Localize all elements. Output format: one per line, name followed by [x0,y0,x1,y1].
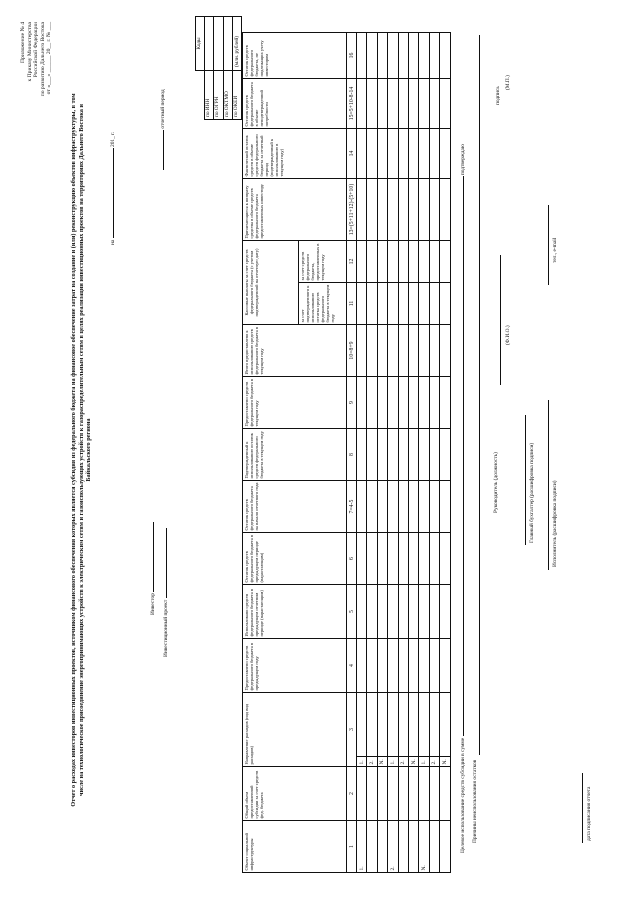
table-row [440,32,450,872]
table-cell[interactable] [429,282,439,324]
table-cell[interactable] [398,78,408,128]
table-cell[interactable] [419,532,429,584]
table-cell[interactable] [377,638,387,692]
annex-line: Приложение № 4 [20,22,26,63]
col-header: Итого предоставлено к использованию средств федерального бюджета в текущем году [243,324,347,376]
table-cell[interactable]: N. [419,821,429,873]
column-numbers-row [347,32,357,872]
table-cell[interactable] [367,78,377,128]
table-cell[interactable] [429,178,439,240]
table-row [357,32,367,872]
reasons-label: Причины неиспользования остатков [472,759,478,843]
table-cell[interactable] [357,324,367,376]
table-cell[interactable] [357,32,367,78]
period-label: отчетный период [160,89,166,129]
col-header: Причитающиеся к возврату средства в объеме средств федерального бюджета предоставленных инвестору [243,178,347,240]
col-header: Остаток средств федерального бюджета на начало отчетного года [243,480,347,532]
purpose-label: Целевое использование средств субсидии в сумме [460,737,466,853]
table-cell[interactable] [419,178,429,240]
code-value[interactable] [223,17,232,71]
report-title [70,35,93,865]
col-header: Объект социальной инфраструктуры [243,821,347,873]
table-row [398,32,408,872]
table-cell[interactable] [429,767,439,821]
table-cell[interactable] [377,78,387,128]
table-cell[interactable] [357,376,367,428]
table-cell[interactable] [429,532,439,584]
table-cell[interactable] [419,128,429,178]
table-cell[interactable] [377,32,387,78]
col-subheader: за счет средств федерального бюджета, предоставленных в текущем году [299,240,347,282]
period-row [160,89,166,170]
code-label: по ОКТМО [223,71,232,120]
table-cell[interactable] [408,532,418,584]
column-number: 9 [347,376,357,428]
title-line-2: числе на технологическое присоединение энергопринимающих устройств к электрическим сетям и газоиспользующих устройств к газораспределительным сетям в целях реализации инвестиционных проектов на территориях Дальнего Востока и [77,103,85,797]
table-cell[interactable] [377,480,387,532]
accountant-signature-line[interactable] [525,415,526,545]
codes-table [195,16,242,120]
title-line-1: Отчет о расходах инвесторов инвестиционных проектов, источником финансового обеспечения которых является субсидия из федерального бюджета на финансовое обеспечение затрат на создание и (или) реконструкцию объектов инфраструктуры, в том [70,93,77,807]
column-number: 15=5+10-8-14 [347,78,357,128]
table-cell[interactable] [388,428,398,480]
table-cell[interactable] [398,480,408,532]
accountant-label: Главный бухгалтер (расшифровка подписи) [529,442,535,543]
table-cell[interactable] [440,584,450,638]
table-cell[interactable] [398,767,408,821]
table-cell[interactable] [377,376,387,428]
column-number: 3 [347,692,357,766]
table-cell[interactable] [419,692,429,756]
table-cell[interactable] [408,821,418,873]
executor-label: Исполнитель (расшифровка подписи) [552,480,558,567]
column-number: 14 [347,128,357,178]
table-cell[interactable] [367,324,377,376]
table-cell[interactable] [357,282,367,324]
table-cell[interactable] [357,767,367,821]
table-cell[interactable] [357,480,367,532]
code-label: по ОГРН [214,71,223,120]
executor-signature-line[interactable] [548,400,549,570]
table-row [408,32,418,872]
table-cell[interactable] [398,692,408,756]
table-cell[interactable] [388,282,398,324]
table-cell[interactable] [440,376,450,428]
table-cell[interactable] [398,821,408,873]
investor-row [150,522,156,615]
table-cell[interactable] [440,767,450,821]
head-signature-line[interactable] [500,255,501,385]
table-cell[interactable]: 1. [357,821,367,873]
table-cell[interactable] [429,638,439,692]
table-cell[interactable] [419,638,429,692]
table-cell[interactable] [408,324,418,376]
report-date [110,45,116,245]
table-cell[interactable] [388,638,398,692]
title-line-3: Байкальского региона [85,418,93,482]
table-cell[interactable] [419,767,429,821]
table-cell[interactable]: 2. [388,821,398,873]
table-cell[interactable] [398,240,408,282]
table-cell[interactable] [388,376,398,428]
column-number: 16 [347,32,357,78]
col-header: Остаток средств федерального бюджета в предыдущем периоде (нарастающим) [243,532,347,584]
table-cell[interactable] [429,821,439,873]
table-cell[interactable] [388,178,398,240]
table-cell[interactable] [440,692,450,756]
code-value[interactable] [214,17,223,71]
table-cell[interactable] [440,638,450,692]
col-subheader: за счет подтвержденного к использованию остатка средств федерального бюджета в текущем году [299,282,347,324]
table-cell[interactable] [398,128,408,178]
column-number: 5 [347,584,357,638]
table-cell[interactable] [429,128,439,178]
col-header: Использовано средств федерального бюджета в предыдущем отчетном периоде (нарастающим) [243,584,347,638]
table-cell[interactable] [419,240,429,282]
confirm-label: подтверждаю [460,144,466,176]
table-cell[interactable] [408,178,418,240]
table-cell[interactable] [419,376,429,428]
table-cell[interactable] [440,128,450,178]
annex-line: от «___» ______ 20__ г. № ___ [46,22,53,95]
purpose-field[interactable] [463,176,464,736]
table-cell[interactable] [357,428,367,480]
table-cell[interactable] [408,240,418,282]
date-suffix: 201_ г. [110,131,116,147]
table-cell[interactable] [388,324,398,376]
table-cell[interactable] [377,128,387,178]
code-value[interactable] [205,17,214,71]
table-cell[interactable] [429,240,439,282]
project-field[interactable] [166,528,167,598]
table-cell[interactable] [408,767,418,821]
table-cell[interactable] [408,692,418,756]
table-cell[interactable] [388,692,398,756]
table-cell[interactable] [408,584,418,638]
date-signed-label: дата подписания отчета [586,786,592,841]
sign-label: подпись [495,86,501,105]
table-cell[interactable] [367,282,377,324]
column-number: 2 [347,767,357,821]
col-header: Подтвержденный к использованию остаток средств федерального бюджета в текущем году [243,428,347,480]
table-cell[interactable] [357,638,367,692]
table-cell[interactable] [419,480,429,532]
table-cell[interactable] [388,128,398,178]
table-cell[interactable] [408,428,418,480]
table-cell[interactable] [440,240,450,282]
table-cell[interactable] [440,178,450,240]
table-cell[interactable] [419,32,429,78]
table-cell[interactable] [429,78,439,128]
table-cell[interactable]: N. [440,757,450,767]
table-cell[interactable] [388,480,398,532]
phone-line[interactable] [548,205,549,285]
table-cell[interactable] [429,32,439,78]
table-cell[interactable] [388,32,398,78]
head-label: Руководитель (должность) [493,452,499,513]
table-cell[interactable] [367,532,377,584]
col-header: Общий объем предоставленной субсидии за счет средств фед. бюджета [243,767,347,821]
table-cell[interactable] [367,584,377,638]
table-cell[interactable] [398,532,408,584]
table-cell[interactable]: N. [408,757,418,767]
table-cell[interactable]: 1. [419,757,429,767]
table-cell[interactable] [408,376,418,428]
table-cell[interactable] [377,428,387,480]
table-cell[interactable] [367,480,377,532]
table-row [388,32,398,872]
table-cell[interactable] [367,638,377,692]
table-cell[interactable] [388,78,398,128]
table-cell[interactable] [398,584,408,638]
table-cell[interactable] [429,428,439,480]
report-table [242,32,451,873]
table-cell[interactable] [419,78,429,128]
col-header: Остаток средств федерального бюджета в объеме неподтвержденной потребности [243,78,347,128]
table-cell[interactable] [429,324,439,376]
table-cell[interactable]: 2. [367,757,377,767]
table-row [377,32,387,872]
table-cell[interactable] [377,821,387,873]
table-cell[interactable] [377,584,387,638]
table-cell[interactable] [357,692,367,756]
table-cell[interactable] [398,638,408,692]
table-cell[interactable] [429,584,439,638]
table-cell[interactable] [398,282,408,324]
table-cell[interactable] [419,282,429,324]
table-cell[interactable] [408,32,418,78]
col-header: Направление расходов (под вид расходов) [243,692,347,766]
table-cell[interactable] [398,32,408,78]
table-cell[interactable] [398,178,408,240]
table-cell[interactable] [388,240,398,282]
table-cell[interactable] [377,692,387,756]
column-number: 8 [347,428,357,480]
reasons-line[interactable] [479,35,480,755]
table-cell[interactable] [367,428,377,480]
table-cell[interactable] [408,480,418,532]
reasons-row [472,760,478,843]
table-cell[interactable] [408,282,418,324]
purpose-row [460,73,466,853]
table-cell[interactable] [377,532,387,584]
code-label: по ИНН [205,71,214,120]
table-cell[interactable] [398,376,408,428]
column-number: 11 [347,282,357,324]
annex-line: по развитию Дальнего Востока [39,22,46,97]
table-cell[interactable]: 2. [429,757,439,767]
column-number: 12 [347,240,357,282]
col-header: Предоставлено средств федерального бюджета в текущем году [243,376,347,428]
table-cell[interactable] [388,532,398,584]
annex-line: Российской Федерации [33,22,40,78]
table-row [419,32,429,872]
table-cell[interactable] [419,428,429,480]
column-number: 10=8+9 [347,324,357,376]
unit-label: (млн. рублей) [234,35,240,67]
col-header: Предоставлено средств федерального бюджета в предыдущем году [243,638,347,692]
column-number: 1 [347,821,357,873]
table-cell[interactable]: N. [377,757,387,767]
table-cell[interactable] [398,324,408,376]
table-cell[interactable] [440,821,450,873]
col-header: Кассовые выплаты за счет средств федерального бюджета (с учетом подтвержденной на отчетную дату) [243,240,299,324]
date-signed-line[interactable] [582,773,583,843]
stamp-label: (М.П.) [505,75,511,90]
col-header: Остаток средств федерального бюджета, не подлежащих учету инвестором [243,32,347,78]
fio-label: (Ф.И.О.) [505,325,511,345]
investor-label: Инвестор [150,593,156,615]
table-row [367,32,377,872]
table-cell[interactable] [429,480,439,532]
table-cell[interactable] [388,584,398,638]
table-cell[interactable] [419,584,429,638]
annex-line: к Приказу Министерства [26,22,33,82]
column-number: 4 [347,638,357,692]
column-number: 6 [347,532,357,584]
table-cell[interactable] [357,532,367,584]
table-cell[interactable] [377,282,387,324]
table-cell[interactable] [377,767,387,821]
date-field[interactable] [113,148,114,238]
table-cell[interactable] [377,178,387,240]
table-cell[interactable] [357,240,367,282]
table-cell[interactable] [429,692,439,756]
codes-header: Коды [196,17,205,71]
table-cell[interactable] [440,428,450,480]
column-number: 7=4-5 [347,480,357,532]
table-cell[interactable] [367,821,377,873]
table-cell[interactable] [357,584,367,638]
table-cell[interactable] [357,178,367,240]
table-cell[interactable] [440,532,450,584]
table-cell[interactable] [388,767,398,821]
table-cell[interactable] [377,240,387,282]
project-label: Инвестиционный проект [163,599,169,657]
table-cell[interactable] [377,324,387,376]
code-label: по ОКЕИ [232,71,241,120]
investor-field[interactable] [153,522,154,592]
table-cell[interactable] [408,638,418,692]
period-field[interactable] [163,130,164,170]
table-cell[interactable] [398,428,408,480]
table-cell[interactable] [429,376,439,428]
table-cell[interactable] [440,282,450,324]
table-cell[interactable] [419,324,429,376]
table-cell[interactable] [367,178,377,240]
table-cell[interactable] [357,78,367,128]
date-prefix: на [110,239,116,245]
table-cell[interactable] [367,376,377,428]
col-header: Фактический остаток средств в объеме средств федерального бюджета за отчетный период (подтвержденный к использованию в текущем году) [243,128,347,178]
table-cell[interactable] [367,767,377,821]
column-number: 13=(5+11+12)-(5+10) [347,178,357,240]
table-cell[interactable] [367,128,377,178]
table-cell[interactable] [408,128,418,178]
table-cell[interactable]: 1. [357,757,367,767]
table-cell[interactable] [357,128,367,178]
table-cell[interactable]: 1. [388,757,398,767]
project-row [163,528,169,657]
table-cell[interactable] [367,692,377,756]
annex-block [20,22,53,222]
table-cell[interactable] [440,324,450,376]
table-cell[interactable] [367,240,377,282]
table-body [357,32,451,872]
table-cell[interactable]: 2. [398,757,408,767]
phone-label: тел., e-mail [552,237,558,263]
table-cell[interactable] [440,78,450,128]
table-cell[interactable] [367,32,377,78]
table-cell[interactable] [408,78,418,128]
table-cell[interactable] [440,480,450,532]
table-row [429,32,439,872]
table-cell[interactable] [440,32,450,78]
